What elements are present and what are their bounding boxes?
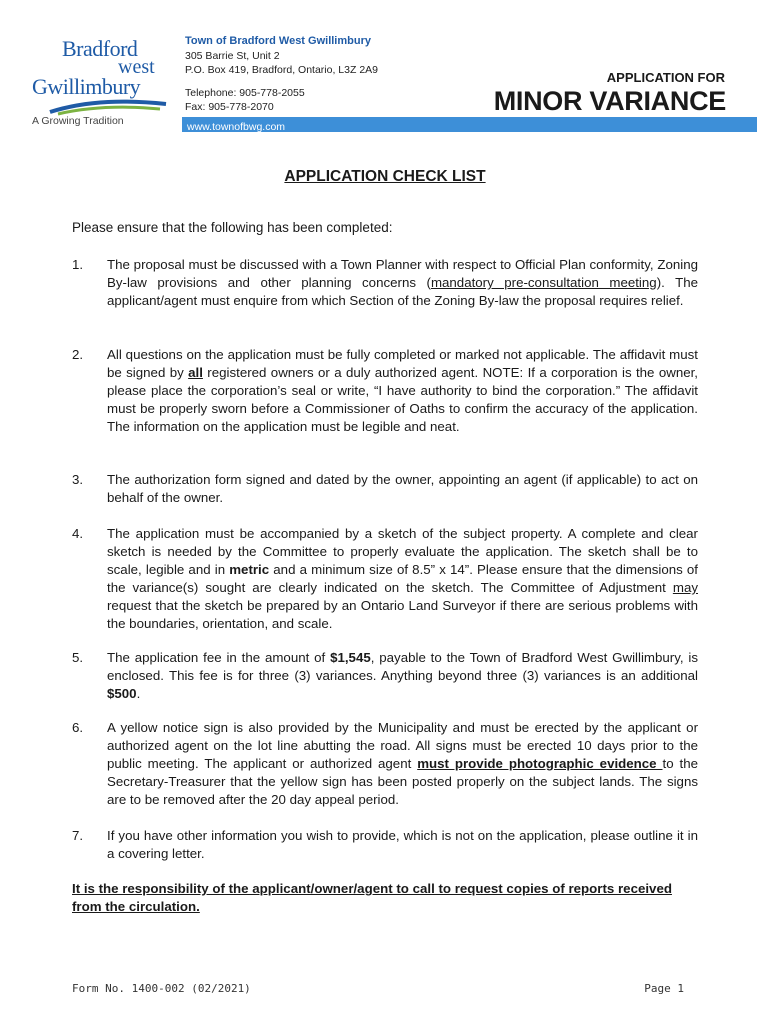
checklist-item-2 (72, 346, 698, 436)
application-for-label: APPLICATION FOR (606, 70, 725, 85)
address-line-2: P.O. Box 419, Bradford, Ontario, L3Z 2A9 (185, 64, 378, 76)
item-number: 1. (72, 257, 84, 272)
website-bar (182, 117, 757, 132)
item-number: 7. (72, 828, 84, 843)
checklist-intro: Please ensure that the following has been completed: (72, 220, 393, 235)
website-link[interactable]: www.townofbwg.com (187, 121, 286, 133)
logo-swoosh-icon (48, 98, 168, 116)
responsibility-note: It is the responsibility of the applicant/owner/agent to call to request copies of reports received from the circulation. (72, 881, 672, 914)
phone-number: Telephone: 905-778-2055 (185, 86, 305, 99)
item-number: 3. (72, 472, 84, 487)
item-text: The application must be accompanied by a sketch of the subject property. A complete and clear sketch is needed by the Committee to properly evaluate the application. The sketch shall be to scale, legible and in metric and a minimum size of 8.5” x 14”. Please ensure that the dimensions of the variance(s) sought are clearly indicated on the sketch. The Committee of Adjustment may request that the sketch be prepared by an Ontario Land Surveyor if there are serious problems with the boundaries, orientation, and scale. (107, 526, 698, 631)
item-text: If you have other information you wish to provide, which is not on the application, please outline it in a covering letter. (107, 828, 698, 861)
checklist-item-1 (72, 256, 698, 310)
page-number: Page 1 (644, 982, 684, 995)
item-number: 5. (72, 650, 84, 665)
item-text: The application fee in the amount of $1,545, payable to the Town of Bradford West Gwillimbury, is enclosed. This fee is for three (3) variances. Anything beyond three (3) variances is an additional $500. (107, 650, 698, 701)
item-number: 4. (72, 526, 84, 541)
form-number: Form No. 1400-002 (02/2021) (72, 982, 251, 995)
checklist-item-7 (72, 827, 698, 863)
checklist-item-5 (72, 649, 698, 703)
logo-text-bradford: Bradford (62, 36, 138, 61)
checklist-item-4 (72, 525, 698, 633)
item-text: The authorization form signed and dated by the owner, appointing an agent (if applicable) to act on behalf of the owner. (107, 472, 698, 505)
logo-text-west: west (118, 56, 155, 78)
fax-number: Fax: 905-778-2070 (185, 101, 274, 113)
town-logo (28, 30, 168, 130)
logo-tagline: A Growing Tradition (32, 115, 124, 127)
application-title: MINOR VARIANCE (493, 86, 726, 116)
org-name: Town of Bradford West Gwillimbury (185, 35, 371, 47)
logo-text-gwillimbury: Gwillimbury (32, 74, 141, 99)
item-text: The proposal must be discussed with a Town Planner with respect to Official Plan conformity, Zoning By-law provisions and other planning concerns (mandatory pre-consultation meeting). The applicant/agent must enquire from which Section of the Zoning By-law the proposal requires relief. (107, 257, 698, 308)
item-number: 6. (72, 720, 84, 735)
contact-block (185, 34, 378, 115)
checklist-item-3 (72, 471, 698, 507)
address-line-1: 305 Barrie St, Unit 2 (185, 49, 280, 62)
checklist-item-6 (72, 719, 698, 809)
item-text: All questions on the application must be fully completed or marked not applicable. The affidavit must be signed by all registered owners or a duly authorized agent. NOTE: If a corporation is the owner, please place the corporation’s seal or write, “I have authority to bind the corporation.” The affidavit must be properly sworn before a Commissioner of Oaths to confirm the accuracy of the application. The information on the application must be legible and neat. (107, 347, 698, 434)
checklist-title: APPLICATION CHECK LIST (284, 168, 486, 185)
item-text: A yellow notice sign is also provided by the Municipality and must be erected by the applicant or authorized agent on the lot line abutting the road. All signs must be erected 10 days prior to the public meeting. The applicant or authorized agent must provide photographic evidence to the Secretary-Treasurer that the yellow sign has been posted properly on the subject lands. The signs are to be removed after the 20 day appeal period. (107, 720, 698, 807)
item-number: 2. (72, 347, 84, 362)
